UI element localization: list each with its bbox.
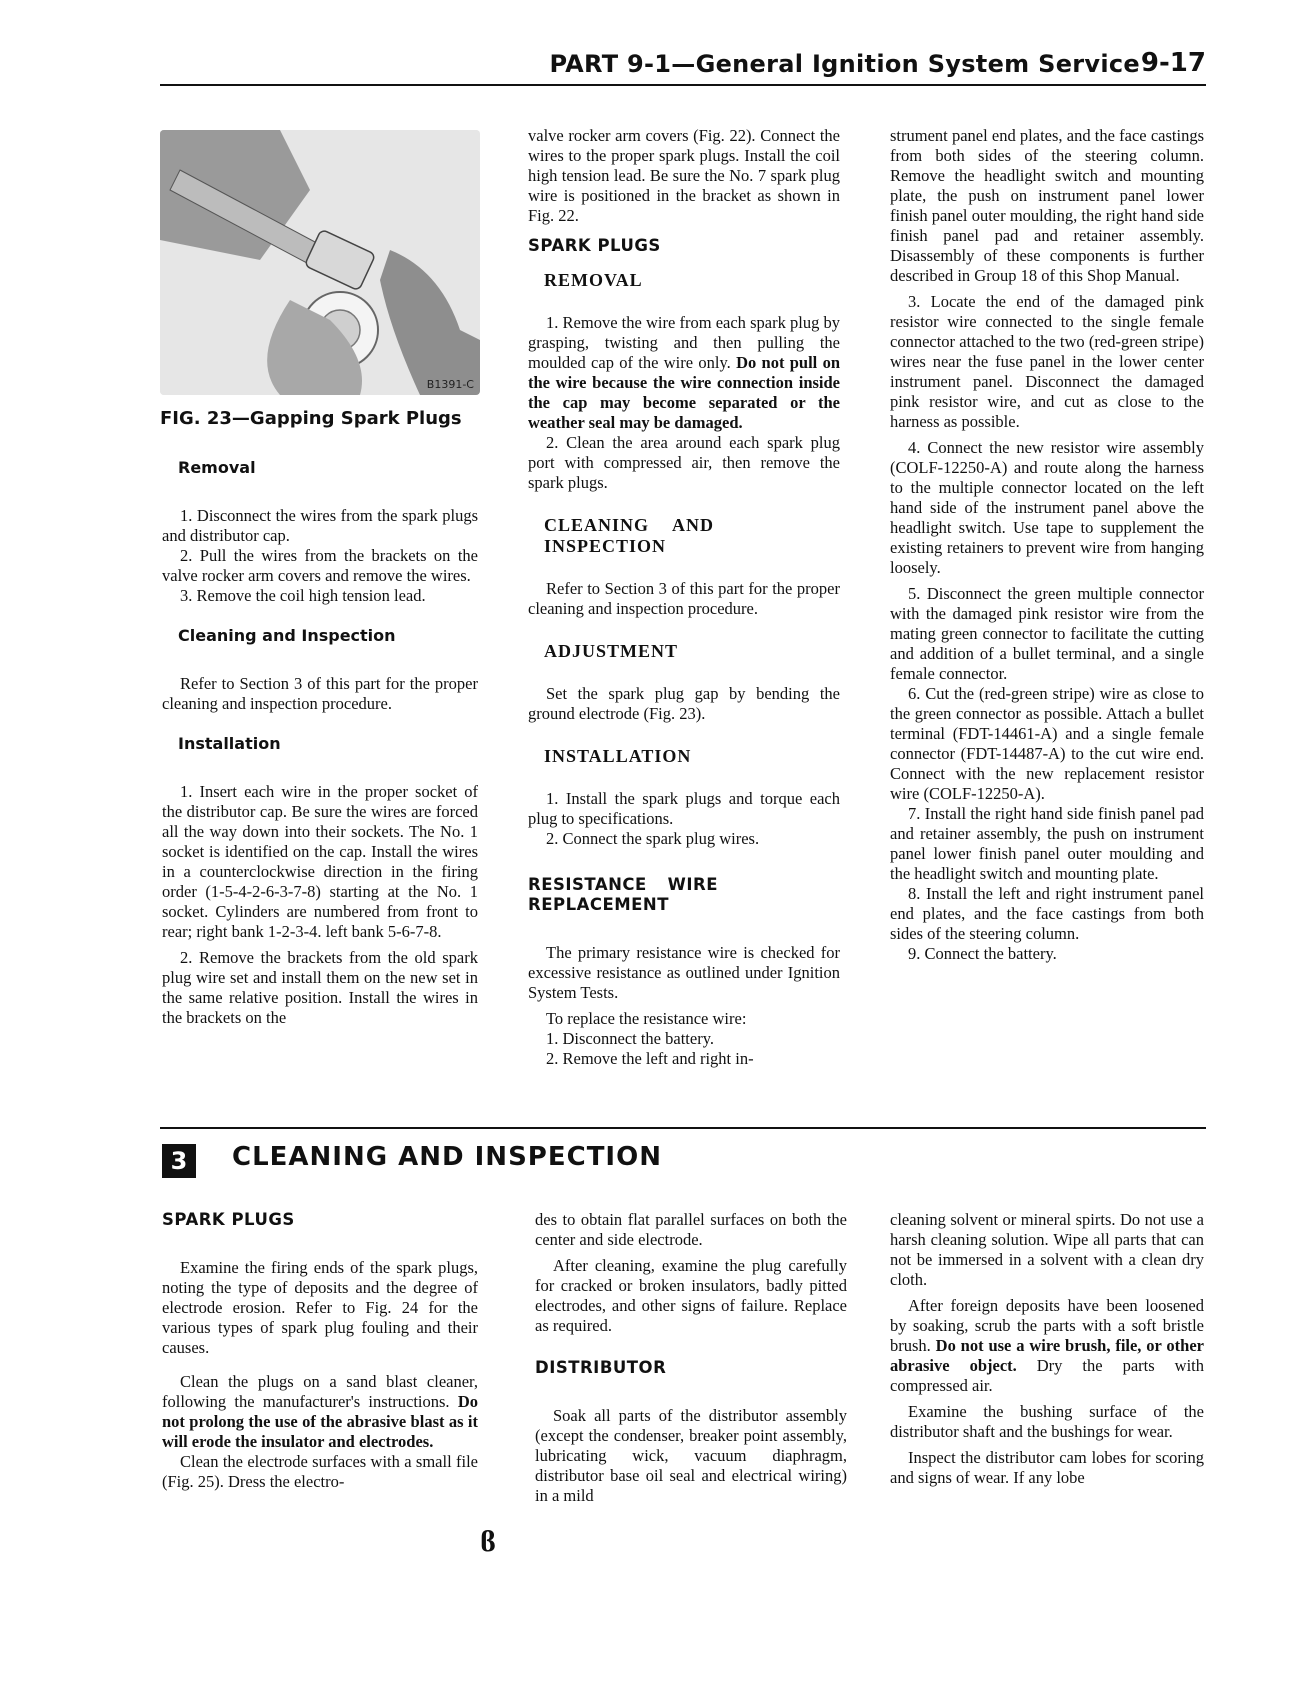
removal-step-1-2 — [528, 313, 840, 433]
s3-col2-p1: des to obtain flat parallel surfaces on both the center and side electrode. — [535, 1210, 847, 1249]
s3-spark-plugs-p1: Examine the firing ends of the spark plugs, noting the type of deposits and the degree of electrode erosion. Refer to Fig. 24 for the various types of spark plug fouling and their causes. — [162, 1258, 478, 1357]
removal-step-1: 1. Disconnect the wires from the spark plugs and distributor cap. — [162, 506, 478, 545]
s3-distributor-heading: DISTRIBUTOR — [535, 1358, 667, 1377]
s3-spark-plugs-p3: Clean the electrode surfaces with a small file (Fig. 25). Dress the electro- — [162, 1452, 478, 1491]
section-number-badge: 3 — [162, 1144, 196, 1178]
s3-abrasive-warning: Do not prolong the use of the abrasive blast as it will erode the insulator and electrodes. — [162, 1392, 478, 1451]
section3-column-2 — [535, 1210, 847, 1512]
installation-heading-2: INSTALLATION — [544, 746, 692, 766]
replace-step-4: 4. Connect the new resistor wire assembly (COLF-12250-A) and route along the harness to the multiple connector located on the left hand side of the instrument panel above the headlight switch. Use tape to supplement the existing retainers to prevent wire from hanging loosely. — [890, 438, 1204, 577]
replace-step-1: 1. Disconnect the battery. — [546, 1029, 714, 1048]
s3-col3-p1: cleaning solvent or mineral spirts. Do not use a harsh cleaning solution. Wipe all parts that can not be immersed in a solvent with a clean dry cloth. — [890, 1210, 1204, 1289]
installation-heading: Installation — [178, 734, 281, 753]
col3-continued-text: strument panel end plates, and the face castings from both sides of the steering column. Remove the headlight switch and mounting plate, the push on instrument panel lower finish panel outer moulding, the right hand side finish panel pad and retainer assembly. Disassembly of these components is further described in Group 18 of this Shop Manual. — [890, 126, 1204, 285]
install-step-1-2: 1. Install the spark plugs and torque each plug to specifications. — [528, 789, 840, 828]
section-rule — [160, 1127, 1206, 1129]
s3-col3-p4: Inspect the distributor cam lobes for scoring and signs of wear. If any lobe — [890, 1448, 1204, 1487]
s3-col3-p2-end: Dry the parts with compressed air. — [890, 1356, 1204, 1395]
resistance-text: The primary resistance wire is checked for excessive resistance as outlined under Ignition System Tests. — [528, 943, 840, 1002]
column-3 — [890, 126, 1204, 964]
page-header-title: PART 9-1—General Ignition System Service — [549, 50, 1140, 78]
removal-step-2: 2. Pull the wires from the brackets on the valve rocker arm covers and remove the wires. — [162, 546, 478, 585]
section3-column-3 — [890, 1210, 1204, 1494]
install-step-1: 1. Insert each wire in the proper socket of the distributor cap. Be sure the wires are forced all the way down into their sockets. The No. 1 socket is identified on the cap. Install the wires in a counterclockwise direction in the firing order (1-5-4-2-6-3-7-8) starting at the No. 1 socket. Cylinders are numbered from front to rear; right bank 1-2-3-4. left bank 5-6-7-8. — [162, 782, 478, 941]
s3-col2-p3: Soak all parts of the distributor assembly (except the condenser, breaker point assembly, lubricating wick, vacuum diaphragm, distributor base oil seal and electrical wiring) in a mild — [535, 1406, 847, 1505]
cleaning-text-2: Refer to Section 3 of this part for the proper cleaning and inspection procedure. — [528, 579, 840, 618]
s3-col3-p3: Examine the bushing surface of the distributor shaft and the bushings for wear. — [890, 1402, 1204, 1441]
replace-step-3: 3. Locate the end of the damaged pink resistor wire connected to the single female connector attached to the two (red-green stripe) wires near the fuse panel in the lower center instrument panel. Disconnect the damaged pink resistor wire, and cut as close to the harness as possible. — [890, 292, 1204, 431]
s3-wire-brush-warning: Do not use a wire brush, file, or other abrasive object. — [890, 1336, 1204, 1375]
removal-heading-2: REMOVAL — [544, 270, 643, 290]
cleaning-heading-2: CLEANING AND INSPECTION — [544, 515, 714, 556]
adjustment-heading: ADJUSTMENT — [544, 641, 679, 661]
s3-col3-p2 — [890, 1296, 1204, 1396]
resistance-wire-heading: RESISTANCE WIRE REPLACEMENT — [528, 875, 718, 914]
replace-step-5: 5. Disconnect the green multiple connector with the damaged pink resistor wire from the mating green connector to facilitate the cutting and addition of a bullet terminal, and a single female connector. — [890, 584, 1204, 683]
install-step-2: 2. Remove the brackets from the old spark plug wire set and install them on the new set in the same relative position. Install the wires in the brackets on the — [162, 948, 478, 1027]
page-number: 9-17 — [1140, 48, 1206, 78]
replace-step-9: 9. Connect the battery. — [908, 944, 1057, 963]
col2-continued-text: valve rocker arm covers (Fig. 22). Connect the wires to the proper spark plugs. Install the coil high tension lead. Be sure the No. 7 spark plug wire is positioned in the bracket as shown in Fig. 22. — [528, 126, 840, 225]
figure-code: B1391-C — [426, 378, 474, 391]
removal-heading: Removal — [178, 458, 256, 477]
removal-step-1-text: 1. Remove the wire from each spark plug by grasping, twisting and then pulling the moulded cap of the wire only. — [528, 313, 840, 372]
replace-step-8: 8. Install the left and right instrument panel end plates, and the face castings from both sides of the steering column. — [890, 884, 1204, 943]
s3-spark-plugs-p2-text: Clean the plugs on a sand blast cleaner, following the manufacturer's instructions. — [162, 1372, 478, 1411]
removal-warning: Do not pull on the wire because the wire connection inside the cap may become separated or the weather seal may be damaged. — [528, 353, 840, 432]
replace-intro: To replace the resistance wire: — [546, 1009, 747, 1028]
replace-step-2: 2. Remove the left and right in- — [546, 1049, 754, 1068]
replace-step-7: 7. Install the right hand side finish panel pad and retainer assembly, the push on instrument panel lower finish panel outer moulding and the headlight switch and mounting plate. — [890, 804, 1204, 883]
removal-step-3: 3. Remove the coil high tension lead. — [180, 586, 426, 605]
cleaning-text: Refer to Section 3 of this part for the proper cleaning and inspection procedure. — [162, 674, 478, 713]
s3-col3-p2-text: After foreign deposits have been loosened by soaking, scrub the parts with a soft bristle brush. — [890, 1296, 1204, 1355]
spark-plug-gapping-photo — [160, 130, 480, 395]
figure-caption: FIG. 23—Gapping Spark Plugs — [160, 408, 462, 429]
section-title: CLEANING AND INSPECTION — [232, 1142, 662, 1172]
cleaning-heading: Cleaning and Inspection — [178, 626, 396, 645]
removal-step-2-2: 2. Clean the area around each spark plug port with compressed air, then remove the spark plugs. — [528, 433, 840, 492]
section3-column-1 — [162, 1210, 478, 1498]
install-step-2-2: 2. Connect the spark plug wires. — [546, 829, 760, 848]
column-1 — [162, 450, 478, 1034]
footer-mark: ϐ — [480, 1525, 496, 1558]
replace-step-6: 6. Cut the (red-green stripe) wire as close to the green connector as possible. Attach a bullet terminal (FDT-14461-A) and a single female connector (FDT-14487-A) to the cut wire end. Connect with the new replacement resistor wire (COLF-12250-A). — [890, 684, 1204, 803]
s3-spark-plugs-heading: SPARK PLUGS — [162, 1210, 295, 1229]
spark-plug-illustration — [160, 130, 480, 395]
spark-plugs-heading: SPARK PLUGS — [528, 236, 661, 255]
s3-col2-p2: After cleaning, examine the plug carefully for cracked or broken insulators, badly pitted electrodes, and other signs of failure. Replace as required. — [535, 1256, 847, 1335]
column-2 — [528, 126, 840, 1069]
s3-spark-plugs-p2 — [162, 1372, 478, 1452]
header-rule — [160, 84, 1206, 86]
adjustment-text: Set the spark plug gap by bending the ground electrode (Fig. 23). — [528, 684, 840, 723]
